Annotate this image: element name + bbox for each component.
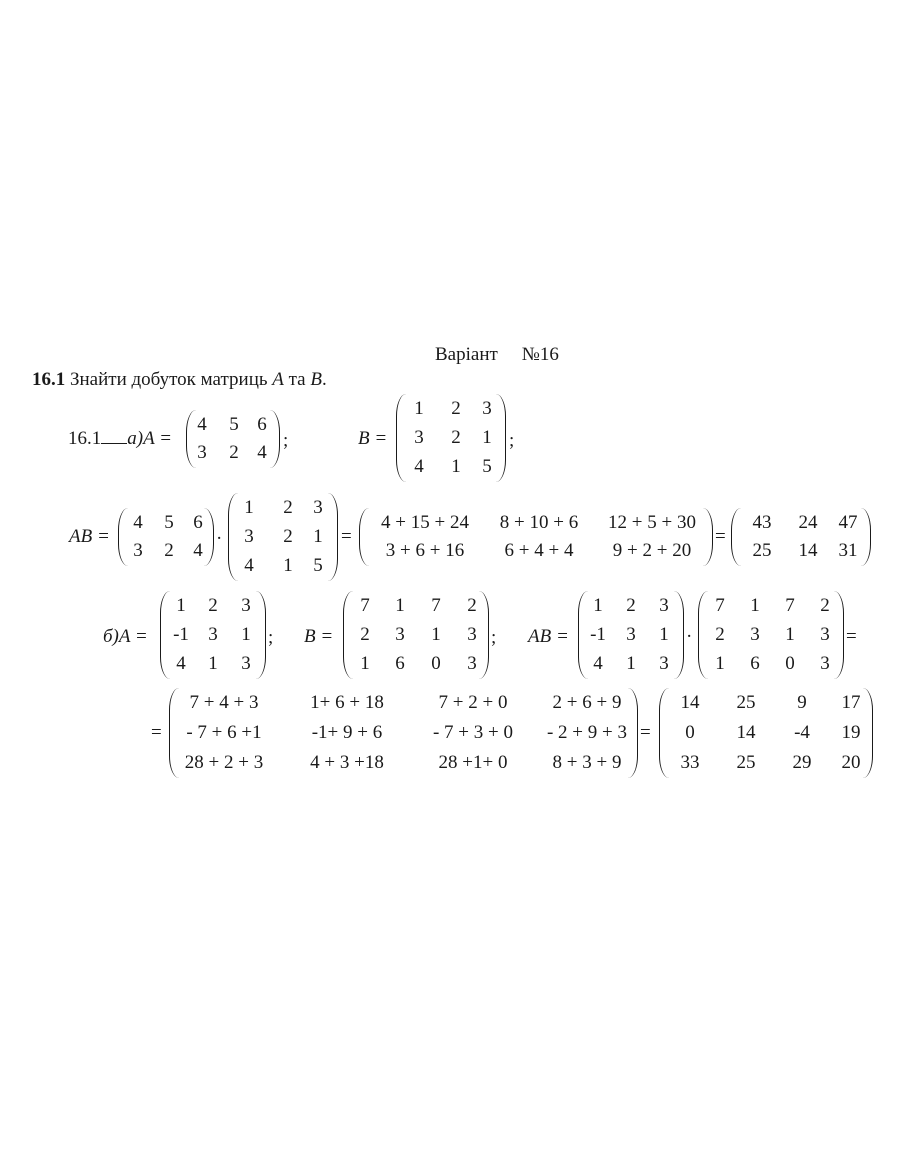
matrix-row (359, 508, 713, 538)
matrix-cell: 3 (395, 624, 405, 645)
matrix-cell: 3 (820, 624, 830, 645)
matrix-cell: 1 (283, 555, 293, 576)
matrix-cell: 2 (626, 595, 636, 616)
variant-label: Варіант (435, 344, 498, 365)
matrix-row (698, 649, 844, 679)
matrix-cell: -1 (590, 624, 606, 645)
equals: = (640, 722, 651, 743)
matrix-cell: 31 (838, 540, 858, 561)
matrix-cell: 28 + 2 + 3 (184, 752, 264, 773)
matrix-cell: 29 (792, 752, 812, 773)
matrix-cell: 9 + 2 + 20 (612, 540, 692, 561)
matrix-cell: 7 (785, 595, 795, 616)
matrix-cell: 3 (750, 624, 760, 645)
matrix-row (659, 688, 873, 718)
matrix-cell: 1 (414, 398, 424, 419)
matrix-cell: -1 (173, 624, 189, 645)
matrix-cell: 3 + 6 + 16 (385, 540, 465, 561)
part-b-ab-matrix-b (698, 591, 844, 679)
part-a-ab-matrix-b (228, 493, 338, 581)
matrix-cell: 2 (164, 540, 174, 561)
matrix-cell: -1+ 9 + 6 (311, 722, 383, 743)
equals: = (151, 722, 162, 743)
matrix-cell: 4 + 15 + 24 (381, 512, 469, 533)
part-b-a-eq: A = (118, 626, 148, 647)
matrix-cell: 5 (313, 555, 323, 576)
matrix-row (731, 536, 871, 566)
matrix-cell: 2 (229, 442, 239, 463)
matrix-cell: 1 (659, 624, 669, 645)
matrix-cell: 1 (451, 456, 461, 477)
matrix-cell: 2 (820, 595, 830, 616)
matrix-cell: 2 + 6 + 9 (552, 692, 622, 713)
part-b-b-eq: B = (304, 626, 334, 647)
matrix-cell: 33 (680, 752, 700, 773)
matrix-cell: 3 (482, 398, 492, 419)
matrix-cell: 2 (208, 595, 218, 616)
variant-heading (435, 344, 559, 366)
matrix-row (169, 688, 638, 718)
matrix-cell: - 7 + 3 + 0 (432, 722, 513, 743)
matrix-cell: 43 (752, 512, 772, 533)
matrix-cell: 12 + 5 + 30 (608, 512, 696, 533)
matrix-cell: 2 (467, 595, 477, 616)
part-b-product-expr (169, 688, 638, 778)
matrix-cell: 1 (785, 624, 795, 645)
matrix-cell: 20 (841, 752, 861, 773)
matrix-cell: 25 (736, 692, 756, 713)
matrix-cell: 1 (626, 653, 636, 674)
matrix-cell: 47 (838, 512, 858, 533)
matrix-row (698, 591, 844, 621)
matrix-cell: 2 (360, 624, 370, 645)
part-b-matrix-a (160, 591, 266, 679)
matrix-cell: 6 (750, 653, 760, 674)
matrix-cell: 9 (797, 692, 807, 713)
matrix-row (228, 493, 338, 523)
equals: = (846, 626, 857, 647)
part-a-ab-eq: AB = (69, 526, 110, 547)
matrix-cell: 2 (283, 497, 293, 518)
matrix-row (343, 649, 489, 679)
matrix-row (343, 620, 489, 650)
matrix-cell: 3 (626, 624, 636, 645)
matrix-cell: 3 (659, 595, 669, 616)
equals: = (715, 526, 726, 547)
matrix-cell: 3 (467, 653, 477, 674)
matrix-cell: 0 (685, 722, 695, 743)
matrix-cell: 6 (395, 653, 405, 674)
part-b-letter: б) (103, 626, 119, 647)
matrix-cell: 7 (360, 595, 370, 616)
part-b-matrix-b (343, 591, 489, 679)
matrix-cell: 3 (659, 653, 669, 674)
part-a-product-result (731, 508, 871, 566)
matrix-row (186, 410, 280, 440)
part-b-product-result (659, 688, 873, 778)
matrix-cell: 4 (257, 442, 267, 463)
matrix-cell: 14 (798, 540, 818, 561)
task-dot: . (321, 369, 327, 390)
matrix-cell: 2 (451, 427, 461, 448)
matrix-cell: 1 (313, 526, 323, 547)
matrix-row (160, 649, 266, 679)
matrix-cell: 1 (241, 624, 251, 645)
matrix-row (659, 748, 873, 778)
matrix-cell: 3 (244, 526, 254, 547)
matrix-cell: 25 (736, 752, 756, 773)
matrix-cell: 17 (841, 692, 861, 713)
matrix-row (160, 620, 266, 650)
task-number: 16.1 (32, 369, 66, 390)
task-matrix-b: B (310, 369, 322, 390)
part-a-label-prefix: 16.1 (68, 428, 102, 449)
task-text: Знайти добуток матриць (65, 369, 273, 390)
matrix-cell: 3 (820, 653, 830, 674)
matrix-cell: 8 + 10 + 6 (499, 512, 579, 533)
matrix-cell: 6 (193, 512, 203, 533)
matrix-cell: 1 (208, 653, 218, 674)
task-and: та (283, 369, 311, 390)
task-statement (32, 369, 327, 391)
matrix-cell: 28 +1+ 0 (438, 752, 508, 773)
matrix-cell: 4 (414, 456, 424, 477)
matrix-row (396, 423, 506, 453)
equals: = (341, 526, 352, 547)
matrix-cell: 3 (241, 653, 251, 674)
matrix-cell: 4 + 3 +18 (310, 752, 384, 773)
matrix-cell: 24 (798, 512, 818, 533)
matrix-cell: 2 (715, 624, 725, 645)
matrix-cell: 0 (431, 653, 441, 674)
matrix-cell: 14 (736, 722, 756, 743)
matrix-row (396, 452, 506, 482)
matrix-cell: 6 + 4 + 4 (504, 540, 574, 561)
matrix-row (359, 536, 713, 566)
matrix-row (228, 551, 338, 581)
multiply-dot: · (216, 528, 223, 549)
matrix-row (169, 718, 638, 748)
part-b-ab-eq: AB = (528, 626, 569, 647)
matrix-row (731, 508, 871, 538)
matrix-cell: 3 (241, 595, 251, 616)
part-a-product-expr (359, 508, 713, 566)
matrix-row (659, 718, 873, 748)
matrix-cell: -4 (794, 722, 810, 743)
matrix-cell: 1 (750, 595, 760, 616)
matrix-row (160, 591, 266, 621)
matrix-cell: 1 (431, 624, 441, 645)
matrix-cell: 1 (395, 595, 405, 616)
matrix-cell: 1 (244, 497, 254, 518)
matrix-row (186, 438, 280, 468)
matrix-cell: 1 (176, 595, 186, 616)
task-matrix-a: A (272, 369, 284, 390)
part-a-matrix-b (396, 394, 506, 482)
matrix-cell: 1+ 6 + 18 (310, 692, 384, 713)
matrix-cell: 1 (715, 653, 725, 674)
semicolon: ; (283, 430, 289, 451)
semicolon: ; (509, 430, 515, 451)
matrix-cell: - 7 + 6 +1 (186, 722, 262, 743)
matrix-row (698, 620, 844, 650)
matrix-cell: 1 (593, 595, 603, 616)
matrix-cell: 8 + 3 + 9 (552, 752, 622, 773)
matrix-cell: - 2 + 9 + 3 (546, 722, 627, 743)
part-a-b-eq: B = (358, 428, 388, 449)
matrix-cell: 2 (451, 398, 461, 419)
matrix-cell: 14 (680, 692, 700, 713)
matrix-cell: 7 + 4 + 3 (189, 692, 259, 713)
matrix-row (228, 522, 338, 552)
part-a-letter: а) (127, 428, 144, 449)
matrix-cell: 4 (133, 512, 143, 533)
matrix-cell: 5 (164, 512, 174, 533)
matrix-cell: 7 + 2 + 0 (438, 692, 508, 713)
matrix-cell: 2 (283, 526, 293, 547)
matrix-cell: 4 (176, 653, 186, 674)
matrix-cell: 0 (785, 653, 795, 674)
part-a-matrix-a (186, 410, 280, 468)
matrix-cell: 1 (482, 427, 492, 448)
semicolon: ; (268, 627, 274, 648)
matrix-cell: 3 (197, 442, 207, 463)
matrix-cell: 1 (360, 653, 370, 674)
matrix-cell: 19 (841, 722, 861, 743)
matrix-cell: 3 (414, 427, 424, 448)
matrix-cell: 4 (197, 414, 207, 435)
matrix-cell: 7 (431, 595, 441, 616)
matrix-row (169, 748, 638, 778)
matrix-cell: 6 (257, 414, 267, 435)
matrix-cell: 25 (752, 540, 772, 561)
variant-number: №16 (521, 344, 559, 365)
multiply-dot: · (686, 626, 693, 647)
matrix-cell: 7 (715, 595, 725, 616)
matrix-cell: 5 (482, 456, 492, 477)
matrix-row (396, 394, 506, 424)
matrix-cell: 4 (193, 540, 203, 561)
matrix-cell: 5 (229, 414, 239, 435)
part-a-a-eq: A = (143, 428, 172, 449)
matrix-cell: 4 (593, 653, 603, 674)
matrix-cell: 3 (208, 624, 218, 645)
semicolon: ; (491, 627, 497, 648)
matrix-cell: 3 (313, 497, 323, 518)
matrix-row (343, 591, 489, 621)
matrix-cell: 3 (467, 624, 477, 645)
matrix-cell: 4 (244, 555, 254, 576)
matrix-cell: 3 (133, 540, 143, 561)
